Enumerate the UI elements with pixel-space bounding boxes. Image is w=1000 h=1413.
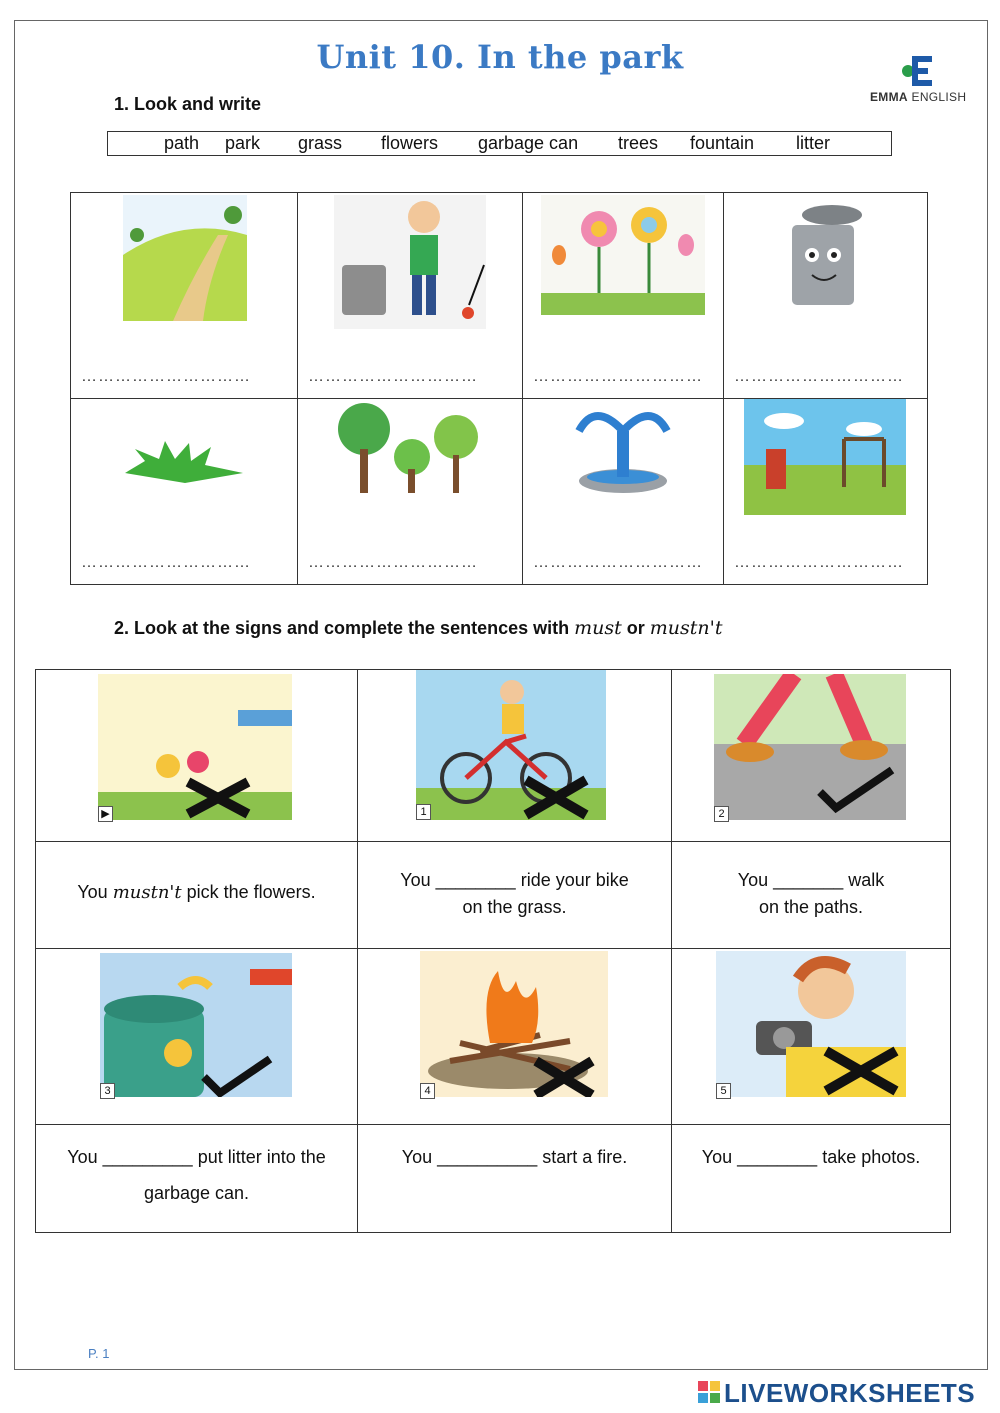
word-bank <box>107 131 892 156</box>
answer-blank[interactable]: ………………………… <box>734 554 904 571</box>
trees-picture <box>334 399 484 497</box>
vocab-cell-park <box>724 399 928 585</box>
answer-blank[interactable]: ………………………… <box>308 368 478 385</box>
vocab-cell-grass <box>71 399 298 585</box>
vocab-cell-path <box>71 193 298 399</box>
vocab-cell-garbage-can <box>724 193 928 399</box>
sentence-line: on the paths. <box>758 897 864 917</box>
answer-blank[interactable]: ………………………… <box>533 368 703 385</box>
liveworksheets-logo-icon <box>698 1381 720 1403</box>
signs-grid <box>35 669 951 1233</box>
answer-blank[interactable]: ………………………… <box>81 554 251 571</box>
sentence-line[interactable]: You _______ walk <box>737 870 885 890</box>
sign-number-tag: ▶ <box>98 806 113 822</box>
vocab-cell-trees <box>298 399 523 585</box>
park-picture <box>744 399 906 515</box>
answer-blank[interactable]: ………………………… <box>81 368 251 385</box>
sign-cell-1 <box>358 670 672 842</box>
sentence-line[interactable]: You _________ put litter into the <box>67 1147 326 1167</box>
vocab-grid <box>70 192 928 585</box>
word-bank-item: path <box>164 133 200 153</box>
page-number: P. 1 <box>88 1346 110 1361</box>
sign-cell-3 <box>36 949 358 1125</box>
sign-cell-2 <box>672 670 951 842</box>
sign-cell-0 <box>36 670 358 842</box>
campfire-picture <box>420 951 608 1097</box>
word-bank-item: flowers <box>381 133 439 153</box>
sign-number-tag: 4 <box>420 1083 435 1099</box>
sign-cell-4 <box>358 949 672 1125</box>
liveworksheets-watermark: LIVEWORKSHEETS <box>724 1378 976 1408</box>
sentence-cell-3 <box>36 1125 358 1233</box>
vocab-cell-litter <box>298 193 523 399</box>
litter-bin-picture <box>100 953 292 1097</box>
sentence-cell-4 <box>358 1125 672 1233</box>
sign-number-tag: 1 <box>416 804 431 820</box>
word-bank-item: fountain <box>690 133 755 153</box>
sign-number-tag: 3 <box>100 1083 115 1099</box>
word-bank-item: litter <box>796 133 831 153</box>
answer-blank[interactable]: ………………………… <box>533 554 703 571</box>
garbage-can-picture <box>774 195 878 313</box>
sentence-cell-1 <box>358 842 672 949</box>
sign-number-tag: 5 <box>716 1083 731 1099</box>
walk-paths-picture <box>714 674 906 820</box>
sentence-cell-0 <box>36 842 358 949</box>
page-title: Unit 10. In the park <box>316 38 684 76</box>
vocab-cell-flowers <box>523 193 724 399</box>
fountain-picture <box>575 401 671 497</box>
word-bank-item: trees <box>618 133 659 153</box>
grass-picture <box>125 439 243 485</box>
sentence-cell-2 <box>672 842 951 949</box>
sign-number-tag: 2 <box>714 806 729 822</box>
section1-heading: 1. Look and write <box>114 94 262 114</box>
sentence-cell-5 <box>672 1125 951 1233</box>
litter-picture <box>334 195 486 329</box>
word-bank-item: garbage can <box>478 133 579 153</box>
ride-bike-picture <box>416 670 606 820</box>
vocab-cell-fountain <box>523 399 724 585</box>
logo-text: EMMA ENGLISH <box>870 90 967 104</box>
sentence-line[interactable]: You ________ take photos. <box>701 1147 921 1167</box>
section2-heading: 2. Look at the signs and complete the sentences with must or mustn't <box>114 617 723 639</box>
example-sentence: You mustn't pick the flowers. <box>77 882 316 903</box>
sentence-line: on the grass. <box>462 897 567 917</box>
sentence-line[interactable]: You ________ ride your bike <box>400 870 629 890</box>
take-photos-picture <box>716 951 906 1097</box>
answer-blank[interactable]: ………………………… <box>308 554 478 571</box>
sentence-line: garbage can. <box>143 1183 250 1203</box>
flowers-picture <box>541 195 705 315</box>
word-bank-item: grass <box>298 133 343 153</box>
path-picture <box>123 195 247 321</box>
sentence-line[interactable]: You __________ start a fire. <box>401 1147 628 1167</box>
pick-flowers-picture <box>98 674 292 820</box>
word-bank-item: park <box>225 133 261 153</box>
sign-cell-5 <box>672 949 951 1125</box>
answer-blank[interactable]: ………………………… <box>734 368 904 385</box>
